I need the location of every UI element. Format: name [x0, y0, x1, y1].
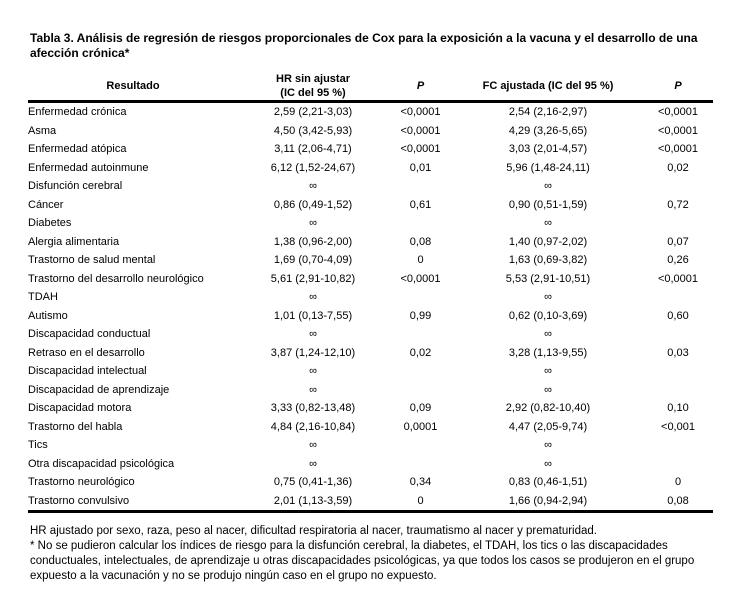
- footnote-hr-adjustment: HR ajustado por sexo, raza, peso al nacer, dificultad respiratoria al nacer, traumatismo al nacer y prematuridad.: [30, 525, 597, 537]
- outcome-label: Enfermedad atópica: [28, 143, 127, 156]
- p-unadjusted-value: 0,0001: [403, 420, 438, 433]
- fc-adjusted-value: ∞: [544, 439, 552, 452]
- fc-adjusted-value: 1,66 (0,94-2,94): [453, 492, 643, 512]
- p-unadjusted-value: 0,09: [409, 402, 432, 415]
- p-unadjusted-value: 0: [417, 254, 424, 267]
- table-row: [28, 214, 713, 233]
- hr-unadjusted-value: 4,84 (2,16-10,84): [270, 420, 356, 433]
- p-adjusted-value: <0,0001: [657, 124, 699, 137]
- hr-unadjusted-value: 1,01 (0,13-7,55): [273, 309, 353, 322]
- p-adjusted-value: [643, 381, 713, 400]
- fc-adjusted-value: 4,29 (3,26-5,65): [508, 124, 588, 137]
- p-adjusted-value: 0,72: [667, 198, 689, 211]
- outcome-label: Cáncer: [28, 198, 64, 211]
- table-row: [28, 102, 713, 122]
- p-unadjusted-value: [388, 455, 453, 474]
- p-adjusted-value: 0,07: [667, 235, 689, 248]
- hr-unadjusted-value: ∞: [309, 457, 317, 470]
- table-row: [28, 196, 713, 215]
- p-adjusted-value: [643, 214, 713, 233]
- fc-adjusted-value: ∞: [544, 365, 552, 378]
- fc-adjusted-value: 1,63 (0,69-3,82): [508, 254, 588, 267]
- outcome-label: Diabetes: [28, 217, 72, 230]
- fc-adjusted-value: ∞: [544, 328, 552, 341]
- p-unadjusted-value: 0: [388, 492, 453, 512]
- p-unadjusted-value: [388, 436, 453, 455]
- table-row: [28, 325, 713, 344]
- fc-adjusted-value: 4,47 (2,05-9,74): [508, 420, 588, 433]
- p-unadjusted-value: <0,0001: [400, 124, 441, 137]
- hr-unadjusted-value: 2,01 (1,13-3,59): [238, 492, 388, 512]
- p-unadjusted-value: <0,0001: [400, 272, 441, 285]
- p-unadjusted-value: 0,02: [409, 346, 432, 359]
- p-adjusted-value: 0,10: [667, 402, 689, 415]
- table-row: [28, 381, 713, 400]
- cox-regression-table: [28, 72, 713, 513]
- p-unadjusted-value: [388, 362, 453, 381]
- table-row: [28, 270, 713, 289]
- p-adjusted-value: 0: [674, 476, 682, 489]
- fc-adjusted-value: 5,53 (2,91-10,51): [505, 272, 591, 285]
- outcome-label: Discapacidad de aprendizaje: [28, 383, 170, 396]
- fc-adjusted-value: ∞: [544, 180, 552, 193]
- p-adjusted-value: [643, 362, 713, 381]
- table-row: [28, 455, 713, 474]
- outcome-label: Enfermedad crónica: [28, 106, 127, 119]
- table-row: [28, 233, 713, 252]
- hr-unadjusted-value: 3,87 (1,24-12,10): [270, 346, 356, 359]
- p-unadjusted-value: [388, 381, 453, 400]
- hr-unadjusted-value: ∞: [309, 217, 317, 230]
- hr-unadjusted-value: 0,75 (0,41-1,36): [273, 476, 353, 489]
- outcome-label: Disfunción cerebral: [28, 180, 123, 193]
- p-adjusted-value: 0,08: [643, 492, 713, 512]
- fc-header-label: FC ajustada (IC del 95 %): [482, 80, 614, 92]
- fc-adjusted-value: 0,62 (0,10-3,69): [508, 309, 588, 322]
- outcome-label: Discapacidad conductual: [28, 328, 151, 341]
- p-adjusted-value: 0,26: [667, 254, 689, 267]
- hr-unadjusted-value: 2,59 (2,21-3,03): [273, 106, 353, 119]
- outcome-label: Trastorno convulsivo: [28, 492, 238, 512]
- outcome-label: Tics: [28, 439, 48, 452]
- table-body: [28, 102, 713, 512]
- table-header: [28, 72, 713, 102]
- outcome-label: Discapacidad motora: [28, 402, 132, 415]
- hr-unadjusted-value: 3,11 (2,06-4,71): [274, 143, 352, 156]
- hr-unadjusted-value: ∞: [309, 439, 317, 452]
- p-adjusted-value: [643, 436, 713, 455]
- outcome-label: Trastorno del desarrollo neurológico: [28, 272, 204, 285]
- table-footnotes: [30, 524, 718, 584]
- p-adjusted-value: 0,60: [667, 309, 689, 322]
- hr-unadjusted-value: 6,12 (1,52-24,67): [270, 161, 356, 174]
- fc-adjusted-value: 2,54 (2,16-2,97): [508, 106, 588, 119]
- table-row: [28, 492, 713, 512]
- hr-unadjusted-value: ∞: [309, 365, 317, 378]
- p-adjusted-value: [643, 177, 713, 196]
- table-row: [28, 344, 713, 363]
- column-header-outcome: [28, 72, 238, 102]
- outcome-label: Autismo: [28, 309, 68, 322]
- p-adjusted-value: <0,001: [661, 420, 695, 433]
- outcome-label: Trastorno del habla: [28, 420, 123, 433]
- hr-unadjusted-value: ∞: [309, 291, 317, 304]
- hr-unadjusted-value: ∞: [309, 180, 317, 193]
- fc-adjusted-value: 0,83 (0,46-1,51): [508, 476, 588, 489]
- p-unadjusted-value: <0,0001: [400, 106, 441, 119]
- hr-unadjusted-value: 1,69 (0,70-4,09): [273, 254, 353, 267]
- p1-header-label: P: [416, 80, 425, 92]
- p-unadjusted-value: 0,08: [409, 235, 432, 248]
- table-row: [28, 251, 713, 270]
- fc-adjusted-value: ∞: [544, 383, 552, 396]
- table-row: [28, 399, 713, 418]
- column-header-p-unadjusted: [388, 72, 453, 102]
- table-row: [28, 436, 713, 455]
- outcome-label: TDAH: [28, 291, 58, 304]
- outcome-label: Trastorno de salud mental: [28, 254, 156, 267]
- p-unadjusted-value: [388, 214, 453, 233]
- header-row: [28, 72, 713, 102]
- hr-unadjusted-value: ∞: [309, 383, 317, 396]
- fc-adjusted-value: 5,96 (1,48-24,11): [506, 161, 590, 174]
- p-unadjusted-value: 0,99: [409, 309, 432, 322]
- fc-adjusted-value: 2,92 (0,82-10,40): [505, 402, 591, 415]
- column-header-fc-adjusted: [453, 72, 643, 102]
- fc-adjusted-value: ∞: [544, 457, 552, 470]
- fc-adjusted-value: 3,03 (2,01-4,57): [508, 143, 588, 156]
- p-unadjusted-value: 0,01: [409, 161, 432, 174]
- p-adjusted-value: [643, 455, 713, 474]
- footnote-asterisk: * No se pudieron calcular los índices de riesgo para la disfunción cerebral, la diabetes, el TDAH, los tics o las discapacidades conductuales, intelectuales, de aprendizaje u otras discapacidades psicológicas, ya que todos los casos se produjeron en el grupo expuesto a la vacunación y no se produjo ningún caso en el grupo no expuesto.: [30, 540, 695, 582]
- fc-adjusted-value: 0,90 (0,51-1,59): [508, 198, 588, 211]
- hr-unadjusted-value: 5,61 (2,91-10,82): [270, 272, 356, 285]
- outcome-label: Asma: [28, 124, 57, 137]
- table-row: [28, 362, 713, 381]
- table-row: [28, 140, 713, 159]
- outcome-label: Trastorno neurológico: [28, 476, 135, 489]
- table-row: [28, 177, 713, 196]
- p-unadjusted-value: <0,0001: [400, 143, 441, 156]
- fc-adjusted-value: 3,28 (1,13-9,55): [508, 346, 588, 359]
- table-row: [28, 473, 713, 492]
- p-unadjusted-value: 0,34: [409, 476, 432, 489]
- hr-unadjusted-value: ∞: [309, 328, 317, 341]
- hr-header-line1: HR sin ajustar: [276, 73, 350, 85]
- p-unadjusted-value: [388, 325, 453, 344]
- outcome-label: Alergia alimentaria: [28, 235, 120, 248]
- table-row: [28, 288, 713, 307]
- p-adjusted-value: [643, 325, 713, 344]
- p-adjusted-value: 0,02: [667, 161, 689, 174]
- p-adjusted-value: <0,0001: [657, 106, 699, 119]
- p2-header-label: P: [674, 80, 682, 92]
- column-header-p-adjusted: [643, 72, 713, 102]
- p-adjusted-value: [643, 288, 713, 307]
- outcome-label: Discapacidad intelectual: [28, 365, 147, 378]
- hr-unadjusted-value: 1,38 (0,96-2,00): [273, 235, 353, 248]
- p-adjusted-value: 0,03: [667, 346, 689, 359]
- table-row: [28, 159, 713, 178]
- hr-unadjusted-value: 3,33 (0,82-13,48): [270, 402, 356, 415]
- hr-header-line2: (IC del 95 %): [280, 87, 346, 99]
- column-header-hr-unadjusted: [238, 72, 388, 102]
- outcome-label: Enfermedad autoinmune: [28, 161, 149, 174]
- table-row: [28, 418, 713, 437]
- p-unadjusted-value: 0,61: [409, 198, 432, 211]
- table-title: Tabla 3. Análisis de regresión de riesgos proporcionales de Cox para la exposición a la vacuna y el desarrollo de una afección crónica*: [30, 31, 698, 60]
- fc-adjusted-value: ∞: [544, 291, 552, 304]
- table-row: [28, 122, 713, 141]
- outcome-header-label: Resultado: [106, 80, 160, 92]
- fc-adjusted-value: ∞: [544, 217, 552, 230]
- outcome-label: Retraso en el desarrollo: [28, 346, 145, 359]
- p-adjusted-value: <0,0001: [657, 143, 699, 156]
- hr-unadjusted-value: 4,50 (3,42-5,93): [273, 124, 353, 137]
- p-adjusted-value: <0,0001: [657, 272, 699, 285]
- fc-adjusted-value: 1,40 (0,97-2,02): [508, 235, 588, 248]
- p-unadjusted-value: [388, 177, 453, 196]
- p-unadjusted-value: [388, 288, 453, 307]
- outcome-label: Otra discapacidad psicológica: [28, 457, 175, 470]
- hr-unadjusted-value: 0,86 (0,49-1,52): [273, 198, 353, 211]
- table-row: [28, 307, 713, 326]
